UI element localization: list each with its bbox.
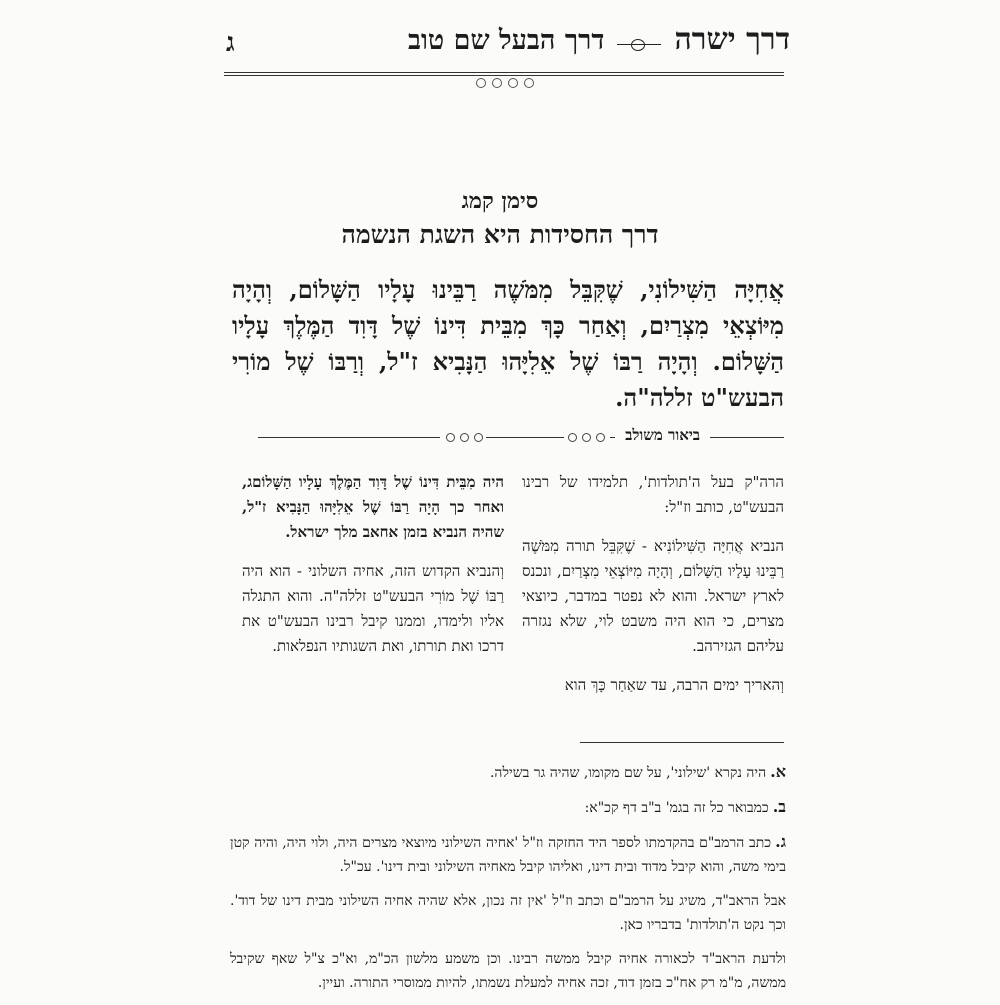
footnote-text: כתב הרמב"ם בהקדמתו לספר היד החזקה וז"ל 'אחיה השילוני מיוצאי מצרים היה, ולוי היה, והיה קטן בימי משה, והוא קיבל מדוד ובית דינו, ואליהו קיבל מאחיה השילוני ובית דינו'. עכ"ל. <box>230 835 786 875</box>
commentary-paragraph: הנביא אֲחִיָּה הַשִּׁילוֹנִיא - שֶׁקִּבֵּל תורה מִמֹּשֶׁה רַבֵּינוּ עָלָיו הַשָּׁלוֹם, וְהָיָה מִיּוֹצְאֵי מִצְרַיִם, ונכנס לארץ ישראל. והוא לא נפטר במדבר, כיוצאי מצרים, כי הוא היה משבט לוי, שלא נגזרה עליהם הגזירהב. <box>522 537 784 655</box>
divider-ornament-icon <box>564 432 610 442</box>
commentary-label: ביאור משולב <box>615 426 710 445</box>
commentary-paragraph: היה מִבֵּית דִּינוֹ שֶׁל דָּוִד הַמֶּלֶךְ עָלָיו הַשָּׁלוֹםג, ואחר כך הָיָה רַבּוֹ שֶׁל אֵלִיָּהוּ הַנָּבִיא ז"ל, שהיה הנביא בזמן אחאב מלך ישראל. <box>242 473 504 541</box>
flourish-ornament-icon <box>472 76 542 90</box>
running-header <box>230 22 790 62</box>
footnote <box>230 760 786 785</box>
commentary-paragraph: הרה"ק בעל ה'תולדות', תלמידו של רבינו הבעש"ט, כותב וז"ל: <box>522 473 784 516</box>
siman-title: דרך החסידות היא השגת הנשמה <box>341 220 659 249</box>
chapter-title: דרך הבעל שם טוב <box>408 25 605 56</box>
footnote-text: ולדעת הראב"ד לכאורה אחיה קיבל ממשה רבינו. וכן משמע מלשון הכ"מ, וא"כ צ"ל שאף שקיבל ממשה, מ"מ רק אח"כ בזמן דוד, זכה אחיה למעלת נשמתו, להיות ממוסרי התורה. ועיין. <box>230 951 786 991</box>
commentary-left-column <box>242 470 504 673</box>
header-ornament-icon <box>617 38 661 52</box>
siman-number: סימן קמג <box>461 188 539 214</box>
footnote-text: היה נקרא 'שילוני', על שם מקומו, שהיה גר בשילה. <box>489 765 767 781</box>
footnote <box>230 947 786 995</box>
commentary-right-column <box>522 470 784 712</box>
book-title: דרך ישרה <box>674 22 790 57</box>
footnote <box>230 795 786 820</box>
footnote-text: אבל הראב"ד, משיג על הרמב"ם וכתב וז"ל 'אין זה נכון, אלא שהיה אחיה השילוני מבית דינו של דוד'. וכך נקט ה'תולדות' בדבריו כאן. <box>230 893 786 933</box>
footnote-letter: א. <box>770 762 786 781</box>
divider-ornament-icon <box>440 432 486 442</box>
footnote <box>230 889 786 937</box>
footnote-letter: ב. <box>772 797 786 816</box>
commentary-paragraph: וְהנביא הקדוש הזה, אחיה השלוני - הוא היה רַבּוֹ שֶׁל מוֹרִי הבעש"ט זללה"ה. והוא התגלה אליו ולימדו, וממנו קיבל רבינו הבעש"ט את דרכו ואת תורתו, ואת השגותיו הנפלאות. <box>242 562 504 655</box>
main-text: אֲחִיָּה הַשִּׁילוֹנִי, שֶׁקִּבֵּל מִמֹּשֶׁה רַבֵּינוּ עָלָיו הַשָּׁלוֹם, וְהָיָה מִיּוֹצְאֵי מִצְרַיִם, וְאַחַר כָּךְ מִבֵּית דִּינוֹ שֶׁל דָּוִד הַמֶּלֶךְ עָלָיו הַשָּׁלוֹם. וְהָיָה רַבּוֹ שֶׁל אֵלִיָּהוּ הַנָּבִיא ז"ל, וְרַבּוֹ שֶׁל מוֹרִי הבעש"ט זללה"ה. <box>232 275 784 412</box>
page-number: ג <box>226 28 235 58</box>
commentary-paragraph: וְהאריך ימים הרבה, עד שאַחַר כָּךְ הוא <box>564 676 784 694</box>
footnote <box>230 830 786 879</box>
footnote-letter: ג. <box>775 832 786 851</box>
footnote-text: כמבואר כל זה בגמ' ב"ב דף קכ"א: <box>584 800 769 816</box>
footnote-rule <box>580 742 784 743</box>
footnotes <box>230 760 786 1005</box>
